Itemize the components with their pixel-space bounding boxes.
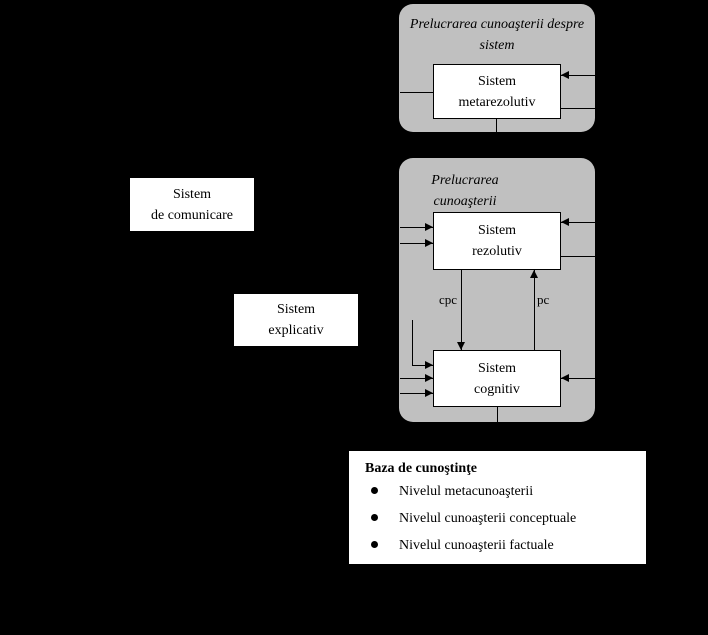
list-item — [363, 510, 632, 528]
arrowhead-into-cognitiv-left-1 — [425, 374, 433, 382]
list-item — [363, 537, 632, 555]
panel-knowledge-title — [405, 170, 525, 212]
line-metarezolutiv-out-right — [561, 108, 621, 109]
box-sistem-cognitiv-line2: cognitiv — [474, 381, 520, 397]
box-sistem-de-comunicare-line1: Sistem — [172, 186, 212, 202]
bullet-icon — [371, 514, 378, 521]
line-panel-to-metarezolutiv-left — [400, 92, 433, 93]
line-right-into-metarezolutiv — [561, 75, 621, 76]
arrowhead-elbow-into-cognitiv — [425, 361, 433, 369]
arrowhead-cognitiv-to-kb — [493, 442, 501, 450]
arrowhead-pc-up — [530, 270, 538, 278]
box-sistem-de-comunicare-line2: de comunicare — [150, 207, 233, 223]
knowledge-base-title: Baza de cunoştinţe — [365, 461, 477, 476]
box-sistem-explicativ-line1: Sistem — [276, 302, 316, 317]
arrowhead-into-cognitiv-right — [561, 374, 569, 382]
panel-metaknowledge-title — [399, 14, 595, 56]
line-cpc — [461, 270, 462, 350]
panel-knowledge-title-line1: Prelucrarea — [431, 173, 499, 188]
arrowhead-into-metarezolutiv-right — [561, 71, 569, 79]
bullet-icon — [371, 541, 378, 548]
panel-knowledge-title-line2: cunoaşterii — [433, 194, 497, 209]
line-rezolutiv-right-in — [561, 256, 595, 257]
knowledge-base-list — [363, 483, 632, 556]
box-sistem-cognitiv[interactable] — [433, 350, 561, 407]
arrowhead-cpc-down — [457, 342, 465, 350]
arrowhead-into-cognitiv-left-2 — [425, 389, 433, 397]
line-elbow-vertical-left — [412, 320, 413, 365]
edge-label-pc: pc — [537, 292, 550, 307]
box-sistem-de-comunicare[interactable] — [129, 177, 255, 232]
list-item-label: Nivelul metacunoaşterii — [399, 484, 534, 499]
box-sistem-explicativ[interactable] — [233, 293, 359, 347]
box-sistem-rezolutiv-line1: Sistem — [477, 223, 517, 238]
panel-metaknowledge-title-line1: Prelucrarea cunoaşterii — [409, 17, 544, 32]
box-sistem-explicativ-line2: explicativ — [268, 323, 324, 338]
box-sistem-cognitiv-line1: Sistem — [477, 360, 517, 376]
box-sistem-metarezolutiv-line1: Sistem — [477, 73, 517, 89]
box-sistem-rezolutiv-line2: rezolutiv — [472, 244, 522, 259]
knowledge-base-box[interactable] — [348, 450, 647, 565]
line-pc — [534, 270, 535, 350]
arrowhead-rezolutiv-right — [561, 218, 569, 226]
box-sistem-metarezolutiv[interactable] — [433, 64, 561, 119]
arrowhead-into-rezolutiv-left-2 — [425, 239, 433, 247]
list-item-label: Nivelul cunoaşterii conceptuale — [399, 511, 577, 527]
box-sistem-rezolutiv[interactable] — [433, 212, 561, 270]
list-item — [363, 483, 632, 501]
panel-metaknowledge-title-line2: despre sistem — [479, 17, 585, 53]
bullet-icon — [371, 487, 378, 494]
arrowhead-into-rezolutiv-left-1 — [425, 223, 433, 231]
list-item-label: Nivelul cunoaşterii factuale — [399, 538, 554, 554]
box-sistem-metarezolutiv-line2: metarezolutiv — [458, 94, 536, 110]
edge-label-cpc: cpc — [439, 292, 458, 307]
